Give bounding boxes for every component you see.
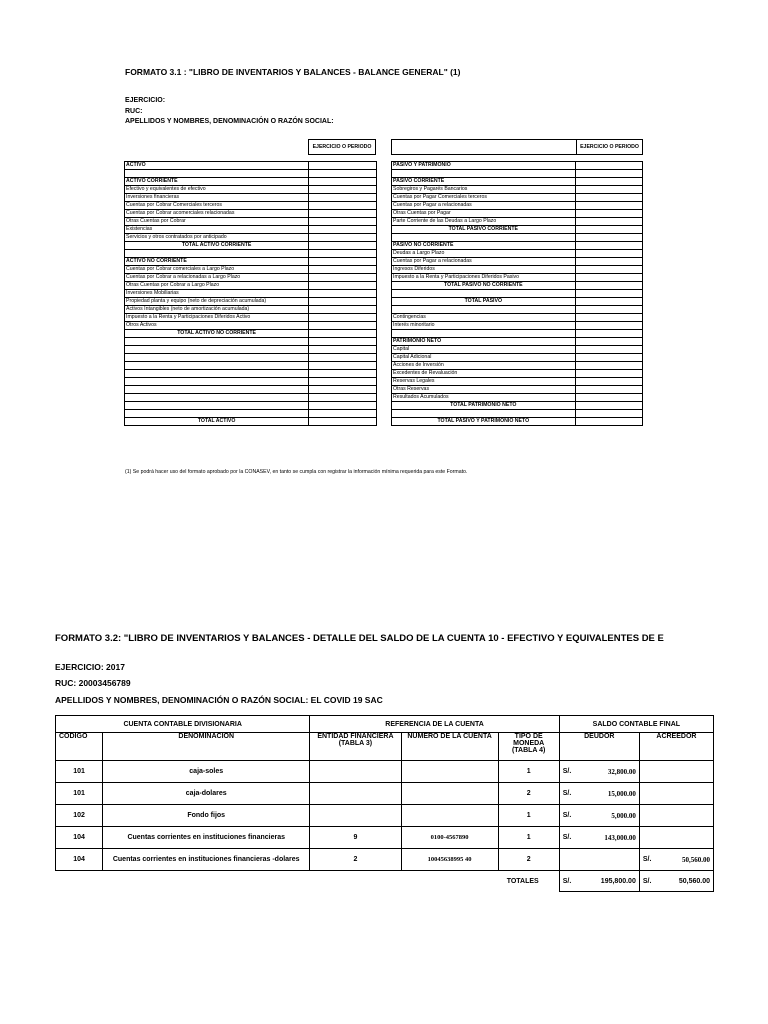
tipo-cell: 1	[498, 827, 559, 849]
balance-row-value	[309, 218, 377, 226]
balance-row-value	[309, 178, 377, 186]
balance-row-label: PASIVO CORRIENTE	[392, 178, 576, 186]
balance-row	[392, 194, 643, 202]
format32-title: FORMATO 3.2: "LIBRO DE INVENTARIOS Y BALANCES - DETALLE DEL SALDO DE LA CUENTA 10 - EFECTIVO Y EQUIVALENTES DE E	[55, 633, 664, 644]
balance-row-label: ACTIVO NO CORRIENTE	[125, 258, 309, 266]
balance-row	[392, 330, 643, 338]
balance-row-value	[575, 394, 642, 402]
balance-row	[125, 282, 377, 290]
balance-row-label: Resultados Acumulados	[392, 394, 576, 402]
balance-row-label: TOTAL ACTIVO NO CORRIENTE	[125, 330, 309, 338]
balance-row	[125, 258, 377, 266]
balance-row-value	[575, 346, 642, 354]
balance-row-label: Cuentas por Cobrar a relacionadas a Largo Plazo	[125, 274, 309, 282]
balance-row-value	[575, 306, 642, 314]
amount-value: 32,800.00	[607, 767, 636, 776]
col-header-right: EJERCICIO O PERIODO	[577, 140, 643, 155]
balance-row	[392, 186, 643, 194]
header-codigo: CODIGO	[56, 733, 103, 761]
balance-row-label: Inversiones financieras	[125, 194, 309, 202]
balance-row-value	[575, 162, 642, 170]
balance-row-value	[309, 378, 377, 386]
balance-row-value	[575, 418, 642, 426]
balance-row-value	[309, 282, 377, 290]
balance-row-value	[575, 410, 642, 418]
balance-row-label	[125, 354, 309, 362]
balance-row-label: PASIVO NO CORRIENTE	[392, 242, 576, 250]
balance-row-value	[309, 266, 377, 274]
balance-row-label: Otros Activos	[125, 322, 309, 330]
balance-row	[125, 250, 377, 258]
balance-row-value	[575, 258, 642, 266]
balance-row-label: PATRIMONIO NETO	[392, 338, 576, 346]
balance-row	[392, 338, 643, 346]
numero-cell	[401, 783, 498, 805]
amount-value: 5,000.00	[611, 811, 636, 820]
balance-row	[125, 242, 377, 250]
balance-row-label: Ingresos Diferidos	[392, 266, 576, 274]
balance-row-label: Efectivo y equivalentes de efectivo	[125, 186, 309, 194]
balance-row-label	[125, 346, 309, 354]
table-row	[56, 849, 714, 871]
balance-row-value	[309, 162, 377, 170]
balance-row	[392, 226, 643, 234]
balance-row	[125, 410, 377, 418]
total-deudor	[559, 871, 639, 892]
entidad-cell	[310, 783, 401, 805]
balance-row	[125, 362, 377, 370]
balance-row	[392, 242, 643, 250]
activo-table	[124, 161, 377, 426]
balance-row-value	[309, 330, 377, 338]
codigo-cell: 101	[56, 761, 103, 783]
balance-row	[125, 338, 377, 346]
entidad-cell	[310, 761, 401, 783]
acreedor-cell	[639, 761, 713, 783]
balance-row-label: Acciones de Inversión	[392, 362, 576, 370]
balance-row-label: Propiedad planta y equipo (neto de depreciación acumulada)	[125, 298, 309, 306]
table-row	[56, 805, 714, 827]
entidad-cell: 9	[310, 827, 401, 849]
balance-row	[392, 218, 643, 226]
balance-row	[125, 402, 377, 410]
balance-row	[392, 178, 643, 186]
currency-label: S/.	[562, 877, 572, 885]
balance-row-label: ACTIVO CORRIENTE	[125, 178, 309, 186]
balance-row	[125, 194, 377, 202]
balance-row	[125, 330, 377, 338]
balance-row-value	[309, 226, 377, 234]
balance-row-value	[575, 266, 642, 274]
deudor-cell	[559, 827, 639, 849]
deudor-cell	[559, 783, 639, 805]
balance-row	[125, 306, 377, 314]
balance-row-label: Impuesto a la Renta y Participaciones Diferidos Activo	[125, 314, 309, 322]
balance-row-label	[125, 250, 309, 258]
balance-row-label	[125, 370, 309, 378]
balance-row	[125, 394, 377, 402]
balance-row-label: Cuentas por Cobrar comerciales a Largo Plazo	[125, 266, 309, 274]
entidad-cell	[310, 805, 401, 827]
balance-row-value	[575, 178, 642, 186]
right-balance-header	[391, 139, 643, 155]
deudor-cell	[559, 761, 639, 783]
balance-row-value	[575, 370, 642, 378]
balance-row-label	[125, 386, 309, 394]
balance-row-value	[309, 402, 377, 410]
balance-row-value	[309, 354, 377, 362]
balance-row-label: Cuentas por Cobrar acomerciales relacionadas	[125, 210, 309, 218]
balance-row	[392, 258, 643, 266]
table-row	[56, 783, 714, 805]
balance-row-label: Existencias	[125, 226, 309, 234]
header-tipo: TIPO DE MONEDA (TABLA 4)	[498, 733, 559, 761]
balance-row-label	[392, 290, 576, 298]
balance-row-value	[575, 210, 642, 218]
tipo-cell: 1	[498, 805, 559, 827]
amount-value: 15,000.00	[607, 789, 636, 798]
balance-row-label: Reservas Legales	[392, 378, 576, 386]
denominacion-cell: caja-dolares	[103, 783, 310, 805]
balance-row-value	[575, 354, 642, 362]
balance-row-label: TOTAL ACTIVO CORRIENTE	[125, 242, 309, 250]
balance-row	[392, 378, 643, 386]
balance-row-label: Cuentas por Pagar a relacionadas	[392, 258, 576, 266]
deudor-cell	[559, 805, 639, 827]
balance-row-label: PASIVO Y PATRIMONIO	[392, 162, 576, 170]
balance-row-value	[575, 290, 642, 298]
left-balance-header	[308, 139, 376, 155]
balance-row-value	[575, 194, 642, 202]
balance-row-value	[309, 186, 377, 194]
currency-label: S/.	[562, 811, 572, 819]
balance-row	[392, 298, 643, 306]
balance-row-value	[309, 234, 377, 242]
balance-row-value	[309, 170, 377, 178]
balance-row-value	[309, 410, 377, 418]
balance-row-value	[575, 322, 642, 330]
balance-row-value	[575, 338, 642, 346]
balance-row-label: Otras Cuentas por Cobrar	[125, 218, 309, 226]
codigo-cell: 102	[56, 805, 103, 827]
balance-row	[125, 298, 377, 306]
balance-row	[392, 394, 643, 402]
balance-row-label: Cuentas por Pagar Comerciales terceros	[392, 194, 576, 202]
table-row	[56, 827, 714, 849]
balance-row	[125, 202, 377, 210]
balance-row-label: Otras Reservas	[392, 386, 576, 394]
balance-row-value	[309, 370, 377, 378]
balance-row-label: Activos Intangibles (neto de amortización acumulada)	[125, 306, 309, 314]
codigo-cell: 101	[56, 783, 103, 805]
balance-row-value	[309, 322, 377, 330]
balance-row-value	[575, 386, 642, 394]
balance-row-value	[575, 250, 642, 258]
balance-row	[125, 210, 377, 218]
balance-row-value	[309, 362, 377, 370]
balance-row	[125, 170, 377, 178]
col-header-left: EJERCICIO O PERIODO	[309, 140, 376, 155]
balance-row-label: Capital	[392, 346, 576, 354]
numero-cell	[401, 805, 498, 827]
balance-row-label: Deudas a Largo Plazo	[392, 250, 576, 258]
balance-row-label	[125, 378, 309, 386]
balance-row-value	[575, 298, 642, 306]
currency-label: S/.	[642, 855, 652, 863]
cuenta10-table	[55, 715, 714, 892]
balance-row	[392, 210, 643, 218]
header-cuenta-contable: CUENTA CONTABLE DIVISIONARIA	[56, 716, 310, 733]
balance-row-label: TOTAL PASIVO NO CORRIENTE	[392, 282, 576, 290]
balance-row-label: Contingencias	[392, 314, 576, 322]
acreedor-cell	[639, 805, 713, 827]
total-deudor-value: 195,800.00	[600, 877, 636, 885]
balance-row-label: Impuesto a la Renta y Participaciones Diferidos Pasivo	[392, 274, 576, 282]
balance-row	[392, 202, 643, 210]
codigo-cell: 104	[56, 849, 103, 871]
balance-row-label	[392, 410, 576, 418]
balance-row-label: ACTIVO	[125, 162, 309, 170]
balance-row-label: Servicios y otros contratados por anticipado	[125, 234, 309, 242]
balance-row	[392, 290, 643, 298]
balance-row-label: Cuentas por Cobrar Comerciales terceros	[125, 202, 309, 210]
balance-row-value	[575, 402, 642, 410]
balance-row-label: Inversiones Mobiliarias	[125, 290, 309, 298]
balance-row-value	[575, 378, 642, 386]
balance-row	[125, 178, 377, 186]
balance-row-value	[309, 306, 377, 314]
numero-cell: 0100-4567890	[401, 827, 498, 849]
currency-label: S/.	[562, 789, 572, 797]
balance-row-value	[309, 394, 377, 402]
header-acreedor: ACREEDOR	[639, 733, 713, 761]
header-denominacion: DENOMINACION	[103, 733, 310, 761]
header-deudor: DEUDOR	[559, 733, 639, 761]
balance-row	[392, 314, 643, 322]
balance-row-value	[575, 170, 642, 178]
balance-row-value	[309, 258, 377, 266]
balance-row	[125, 370, 377, 378]
balance-row-label	[125, 338, 309, 346]
balance-row-label: Sobregiros y Pagarés Bancarios	[392, 186, 576, 194]
balance-row-label	[125, 362, 309, 370]
tipo-cell: 2	[498, 849, 559, 871]
balance-row-value	[575, 186, 642, 194]
balance-row	[125, 266, 377, 274]
balance-row-value	[309, 290, 377, 298]
deudor-cell	[559, 849, 639, 871]
balance-row	[392, 170, 643, 178]
balance-row-label	[392, 234, 576, 242]
header-referencia: REFERENCIA DE LA CUENTA	[310, 716, 559, 733]
balance-row	[125, 162, 377, 170]
total-acreedor	[639, 871, 713, 892]
balance-row	[392, 410, 643, 418]
balance-row-label: Interés minoritario	[392, 322, 576, 330]
pasivo-table	[391, 161, 643, 426]
balance-row	[392, 234, 643, 242]
balance-row	[125, 346, 377, 354]
balance-row	[392, 250, 643, 258]
total-acreedor-value: 50,560.00	[678, 877, 710, 885]
balance-row-label	[392, 170, 576, 178]
currency-label: S/.	[642, 877, 652, 885]
amount-value: 143,000.00	[604, 833, 636, 842]
header-numero: NUMERO DE LA CUENTA	[401, 733, 498, 761]
balance-row	[392, 346, 643, 354]
currency-label: S/.	[562, 833, 572, 841]
balance-row-label	[392, 330, 576, 338]
balance-row-value	[575, 330, 642, 338]
balance-row	[392, 370, 643, 378]
balance-row	[125, 234, 377, 242]
balance-row	[125, 218, 377, 226]
balance-row-value	[575, 226, 642, 234]
balance-row-label: TOTAL PATRIMONIO NETO	[392, 402, 576, 410]
balance-row	[125, 378, 377, 386]
balance-row-label	[125, 394, 309, 402]
balance-row-value	[575, 218, 642, 226]
codigo-cell: 104	[56, 827, 103, 849]
balance-row-label: TOTAL PASIVO	[392, 298, 576, 306]
balance-row	[392, 386, 643, 394]
amount-value: 50,560.00	[682, 855, 710, 864]
balance-row-value	[575, 234, 642, 242]
balance-row	[392, 266, 643, 274]
balance-row-label	[125, 410, 309, 418]
balance-row	[125, 386, 377, 394]
balance-row-value	[309, 202, 377, 210]
tipo-cell: 2	[498, 783, 559, 805]
balance-row-value	[309, 338, 377, 346]
balance-row	[392, 282, 643, 290]
numero-cell	[401, 761, 498, 783]
tipo-cell: 1	[498, 761, 559, 783]
balance-row-label: TOTAL PASIVO Y PATRIMONIO NETO	[392, 418, 576, 426]
header-spacer	[392, 140, 577, 155]
balance-row	[392, 322, 643, 330]
balance-row-value	[575, 362, 642, 370]
balance-row	[392, 354, 643, 362]
format31-ruc: RUC:	[125, 108, 143, 115]
balance-row	[392, 274, 643, 282]
balance-row-value	[309, 346, 377, 354]
balance-row-label	[125, 402, 309, 410]
format31-razon: APELLIDOS Y NOMBRES, DENOMINACIÓN O RAZÓN SOCIAL:	[125, 118, 334, 125]
balance-row-value	[309, 386, 377, 394]
balance-row-label: TOTAL PASIVO CORRIENTE	[392, 226, 576, 234]
balance-row	[392, 402, 643, 410]
balance-row-value	[575, 202, 642, 210]
balance-row-value	[575, 314, 642, 322]
format31-ejercicio: EJERCICIO:	[125, 97, 166, 104]
balance-row-label: Cuentas por Pagar a relacionadas	[392, 202, 576, 210]
balance-row-label: Excedentes de Revaluación	[392, 370, 576, 378]
acreedor-cell	[639, 783, 713, 805]
denominacion-cell: Cuentas corrientes en instituciones financieras -dolares	[103, 849, 310, 871]
header-saldo: SALDO CONTABLE FINAL	[559, 716, 713, 733]
balance-row-value	[575, 274, 642, 282]
balance-row-value	[309, 274, 377, 282]
balance-row-value	[575, 242, 642, 250]
acreedor-cell	[639, 827, 713, 849]
balance-row-value	[309, 242, 377, 250]
balance-row	[392, 362, 643, 370]
balance-row	[125, 274, 377, 282]
balance-row-label: Otras Cuentas por Pagar	[392, 210, 576, 218]
balance-row	[125, 290, 377, 298]
format32-razon: APELLIDOS Y NOMBRES, DENOMINACIÓN O RAZÓN SOCIAL: EL COVID 19 SAC	[55, 695, 383, 705]
balance-row-value	[309, 194, 377, 202]
balance-row-label: Otras Cuentas por Cobrar a Largo Plazo	[125, 282, 309, 290]
balance-row-value	[575, 282, 642, 290]
header-entidad: ENTIDAD FINANCIERA (TABLA 3)	[310, 733, 401, 761]
balance-row	[125, 226, 377, 234]
balance-row-label: Parte Corriente de las Deudas a Largo Plazo	[392, 218, 576, 226]
denominacion-cell: Cuentas corrientes en instituciones financieras	[103, 827, 310, 849]
balance-row-value	[309, 314, 377, 322]
balance-row	[125, 314, 377, 322]
balance-row-label: TOTAL ACTIVO	[125, 418, 309, 426]
currency-label: S/.	[562, 767, 572, 775]
balance-row-label	[125, 170, 309, 178]
balance-row	[125, 322, 377, 330]
format31-footnote: (1) Se podrá hacer uso del formato aprobado por la CONASEV, en tanto se cumpla con registrar la información mínima requerida para este Formato.	[125, 469, 468, 475]
balance-row	[392, 162, 643, 170]
balance-row-label: Capital Adicional	[392, 354, 576, 362]
format32-ruc: RUC: 20003456789	[55, 678, 131, 688]
balance-row-label	[392, 306, 576, 314]
balance-row	[392, 418, 643, 426]
format31-title: FORMATO 3.1 : "LIBRO DE INVENTARIOS Y BALANCES - BALANCE GENERAL" (1)	[125, 67, 461, 77]
denominacion-cell: caja-soles	[103, 761, 310, 783]
entidad-cell: 2	[310, 849, 401, 871]
balance-row	[125, 418, 377, 426]
acreedor-cell	[639, 849, 713, 871]
balance-row-value	[309, 210, 377, 218]
format32-ejercicio: EJERCICIO: 2017	[55, 662, 125, 672]
balance-row-value	[309, 418, 377, 426]
denominacion-cell: Fondo fijos	[103, 805, 310, 827]
totales-label: TOTALES	[506, 877, 539, 885]
balance-row-value	[309, 250, 377, 258]
table-row	[56, 761, 714, 783]
balance-row	[125, 186, 377, 194]
numero-cell: 10045638995 40	[401, 849, 498, 871]
balance-row	[392, 306, 643, 314]
balance-row	[125, 354, 377, 362]
balance-row-value	[309, 298, 377, 306]
